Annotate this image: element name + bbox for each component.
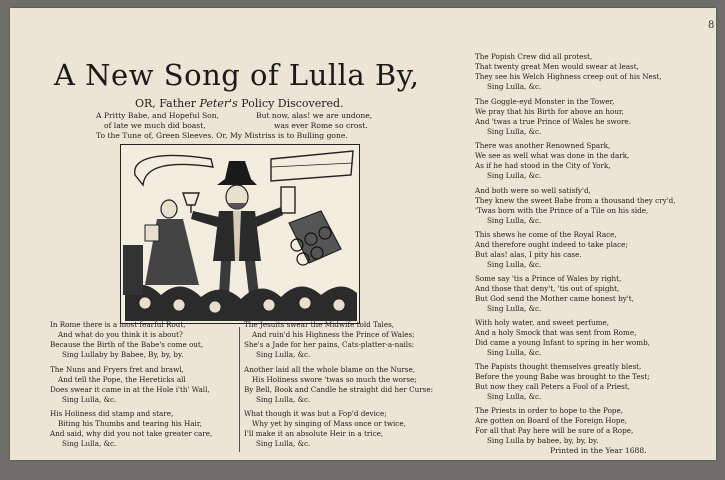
right-stanza-9	[475, 406, 633, 446]
header-right-line: was ever Rome so crost.	[274, 121, 368, 130]
stanza-refrain: Sing Lulla, &c.	[256, 439, 311, 448]
stanza-line: And ruin'd his Highness the Prince of Wales;	[252, 330, 415, 339]
ballad-title: A New Song of Lulla By,	[54, 58, 420, 92]
header-right	[256, 111, 372, 131]
stanza-line: Are gotten on Board of the Foreign Hope,	[475, 416, 627, 425]
stanza-refrain: Sing Lulla, &c.	[487, 392, 542, 401]
ballad-subtitle	[135, 97, 395, 110]
imprint-line: Printed in the Year 1688.	[550, 446, 647, 455]
header-right-line: But now, alas! we are undone,	[256, 111, 373, 120]
right-stanza-3	[475, 141, 629, 181]
header-left-line: of late we much did boast,	[104, 121, 206, 130]
stanza-line: Because the Birth of the Babe's come out,	[50, 340, 204, 349]
stanza-line: And 'twas a true Prince of Wales he swore.	[475, 117, 631, 126]
stanza-line: We see as well what was done in the dark,	[475, 151, 630, 160]
broadside-sheet	[10, 8, 716, 460]
stanza-refrain: Sing Lulla, &c.	[62, 439, 117, 448]
stanza-line: And tell the Pope, the Hereticks all	[58, 375, 186, 384]
left-stanza-3	[50, 409, 212, 449]
stanza-line: Some say 'tis a Prince of Wales by right,	[475, 274, 622, 283]
stanza-refrain: Sing Lulla, &c.	[487, 216, 542, 225]
woodcut-illustration	[120, 144, 360, 324]
stanza-line: In Rome there is a most fearful Rout,	[50, 320, 186, 329]
header-left-line: A Pritty Babe, and Hopeful Son,	[96, 111, 220, 120]
stanza-refrain: Sing Lulla, &c.	[487, 304, 542, 313]
stanza-line: What though it was but a Fop'd device;	[244, 409, 387, 418]
stanza-line: But now they call Peters a Fool of a Priest,	[475, 382, 631, 391]
stanza-line: Why yet by singing of Mass once or twice,	[252, 419, 406, 428]
stanza-line: They knew the sweet Babe from a thousand they cry'd,	[475, 196, 676, 205]
right-stanza-1	[475, 52, 662, 92]
stanza-refrain: Sing Lulla, &c.	[487, 82, 542, 91]
stanza-line: And those that deny't, 'tis out of spight,	[475, 284, 620, 293]
stanza-refrain: Sing Lulla, &c.	[256, 395, 311, 404]
stanza-line: We pray that his Birth for above an hour,	[475, 107, 624, 116]
stanza-line: By Bell, Book and Candle he straight did her Curse:	[244, 385, 434, 394]
subtitle-lead: OR, Father	[135, 97, 197, 110]
stanza-line: But God send the Mother came honest by't,	[475, 294, 634, 303]
stanza-line: And therefore ought indeed to take place;	[475, 240, 628, 249]
stanza-refrain: Sing Lulla, &c.	[256, 350, 311, 359]
stanza-line: The Popish Crew did all protest,	[475, 52, 593, 61]
stanza-refrain: Sing Lulla, &c.	[487, 348, 542, 357]
stanza-line: And a holy Smock that was sent from Rome,	[475, 328, 637, 337]
stanza-line: 'Twas born with the Prince of a Tile on his side,	[475, 206, 649, 215]
stanza-refrain: Sing Lulla, &c.	[487, 171, 542, 180]
stanza-line: I'll make it an absolute Heir in a trice,	[244, 429, 384, 438]
woodcut-figure	[121, 145, 359, 323]
stanza-line: Before the young Babe was brought to the Test;	[475, 372, 650, 381]
stanza-line: His Holiness did stamp and stare,	[50, 409, 174, 418]
right-stanza-2	[475, 97, 631, 137]
stanza-line: The Papists thought themselves greatly blest,	[475, 362, 642, 371]
stanza-line: And said, why did you not take greater care,	[50, 429, 213, 438]
stanza-refrain: Sing Lulla, &c.	[487, 260, 542, 269]
stanza-line: For all that Pay here will be sure of a Rope,	[475, 426, 634, 435]
page-number: 8	[708, 20, 715, 31]
stanza-line: His Holiness swore 'twas so much the worse;	[252, 375, 417, 384]
stanza-line: The Goggle-eyd Monster in the Tower,	[475, 97, 615, 106]
stanza-line: Biting his Thumbs and tearing his Hair,	[58, 419, 202, 428]
subtitle-rest: Policy Discovered.	[241, 97, 344, 110]
middle-stanza-2	[244, 365, 433, 405]
right-stanza-6	[475, 274, 634, 314]
stanza-line: This shews he come of the Royal Race,	[475, 230, 617, 239]
stanza-line: And both were so well satisfy'd,	[475, 186, 591, 195]
stanza-line: They see his Welch Highness creep out of his Nest,	[475, 72, 662, 81]
right-stanza-8	[475, 362, 650, 402]
tune-line: To the Tune of, Green Sleeves. Or, My Mistriss is to Bulling gone.	[96, 131, 348, 140]
stanza-refrain: Sing Lulla, &c.	[487, 127, 542, 136]
stanza-line: There was another Renowned Spark,	[475, 141, 611, 150]
stanza-refrain: Sing Lulla by babee, by, by, by.	[487, 436, 599, 445]
stanza-line: But alas! alas, I pity his case.	[475, 250, 582, 259]
stanza-line: Does swear it came in at the Hole i'th' Wall,	[50, 385, 210, 394]
stanza-line: That twenty great Men would swear at least,	[475, 62, 639, 71]
left-stanza-2	[50, 365, 210, 405]
stanza-refrain: Sing Lulla, &c.	[62, 395, 117, 404]
stanza-line: Another laid all the whole blame on the Nurse,	[244, 365, 415, 374]
stanza-line: The Jesuits swear the Midwife told Tales,	[244, 320, 395, 329]
middle-stanza-1	[244, 320, 415, 360]
subtitle-name: Peter's	[199, 97, 238, 110]
right-stanza-5	[475, 230, 628, 270]
middle-stanza-3	[244, 409, 406, 449]
stanza-line: As if he had stood in the City of York,	[475, 161, 611, 170]
left-stanza-1	[50, 320, 203, 360]
stanza-line: She's a Jade for her pains, Cats-platter-a-nails:	[244, 340, 415, 349]
stanza-line: The Priests in order to hope to the Pope,	[475, 406, 624, 415]
stanza-line: And what do you think it is about?	[58, 330, 183, 339]
stanza-line: With holy water, and sweet perfume,	[475, 318, 610, 327]
stanza-line: The Nuns and Fryers fret and brawl,	[50, 365, 184, 374]
stanza-refrain: Sing Lullaby by Babee, By, by, by.	[62, 350, 184, 359]
stanza-line: Did came a young Infant to spring in her womb,	[475, 338, 650, 347]
header-left	[96, 111, 219, 131]
right-stanza-4	[475, 186, 676, 226]
column-divider	[239, 327, 240, 452]
right-stanza-7	[475, 318, 650, 358]
